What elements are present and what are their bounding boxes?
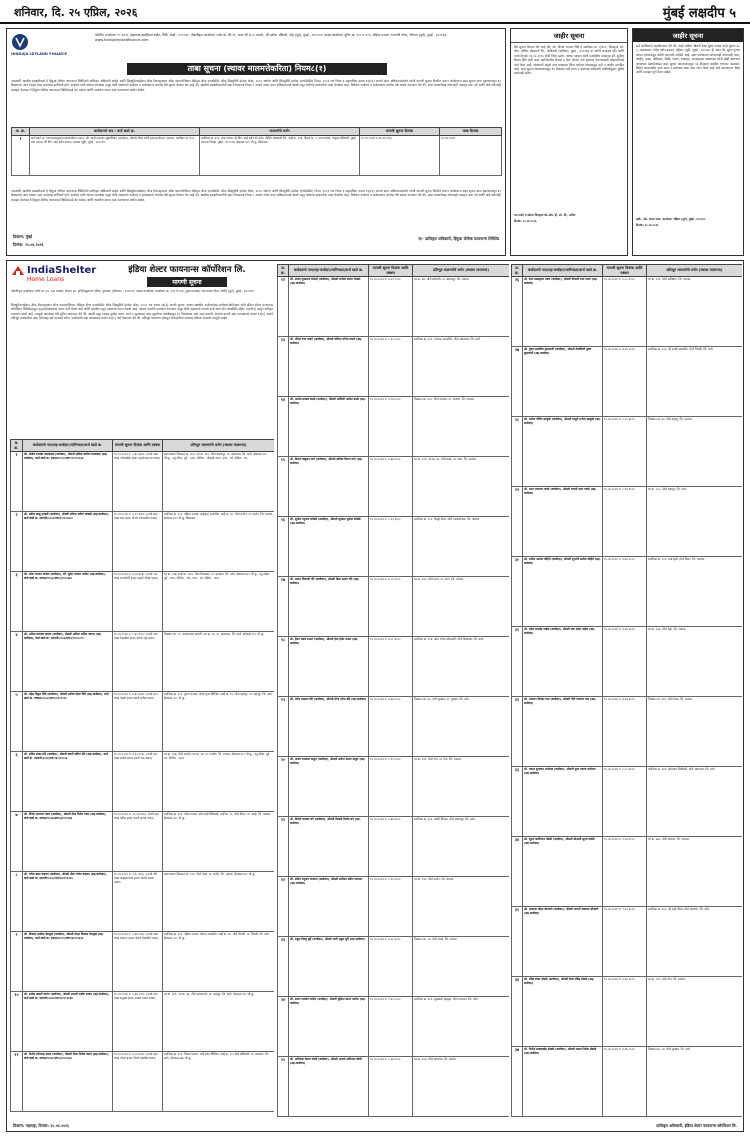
demand-cell: १५.०४.२०२६ रु. ५,९९,१००/- — [369, 757, 413, 817]
demand-cell: १५.०४.२०२६ रु. ९,०४,५००/- — [369, 397, 413, 457]
row-number: २८ — [512, 417, 523, 487]
hinduja-intro: ज्याअर्थी, खालील स्वाक्षरीकर्ता हे हिंदुजा लेलॅण्ड फायनान्स लिमिटेडचे प्राधिकृत अधिकारी आहेत आणि सिक्युरिटायझेशन ॲण्ड रिकन्स्ट्रक्शन ऑफ फायनान्शियल ॲसेट्स ॲण्ड एनफोर्समेंट ऑफ सिक्युरिटी इंटरेस्ट ॲक्ट, २००२ अंतर्गत आणि सिक्युरिटी इंटरेस्ट (एन्फोर्समेंट) नियम, २००२ च्या नियम ३ सहवाचिता कलम १३(१२) अन्वये प्राप्त अधिकाराअंतर्गत त्यांनी मागणी सूचना वितरीत करून कर्जदारांना सदर सूचना प्राप्त झाल्यापासून ६० दिवसांच्या आत रक्कम जमा करण्यास सांगितले होते. कर्जदार यांनी रक्कम भरण्यास कसूर केली असल्याने कर्जदार व सर्वसामान्य जनतेस येथे सूचना देण्यात येत आहे की, खालील स्वाक्षरीकर्त्यांनी सदर नियमाच्या नियम ८ अन्वये त्यांना प्राप्त अधिकारान्वये खाली नमूद केलेल्या मालमत्तेचा ताबा घेतलेला आहे. विशेषतः कर्जदार व सर्वसामान्य जनतेस येथे सावध करण्यात येते की, सदर मालमत्तेसह कोणताही व्यवहार करू नये आणि असे कोणतेही व्यवहार केल्यास ते हिंदुजा लेलॅण्ड फायनान्स लिमिटेडकडे देय रक्कम आणि त्यावरील व्याज जमा करण्याच्या अधीन असेल. — [11, 79, 501, 92]
property-cell: मिळकत क्र. ११९, मौजे नेरळ, जि. रायगड. — [647, 697, 743, 767]
ihf-left-table — [10, 439, 274, 1112]
demand-cell: १५.०४.२०२६ रु. ६,८८,२००/- — [603, 277, 647, 347]
table-row — [512, 347, 743, 417]
row-number: १६ — [278, 517, 289, 577]
notice-2-body: येथे सूचना देण्यात येत आहे की, श्री. विजय गणपत शिंदे हे सदनिका क्र. ए/१०२, शिवकृपा को-ऑप. हौसिंग सोसायटी लि., कांदिवली (पश्चिम), मुंबई - ४०००६७ या जागेचे सभासद होते आणि त्यांचे दिनांक १२.०२.२०२५ रोजी निधन झाले. त्यांच्या पश्चात त्यांचे कायदेशीर वारसदार सौ. सुनीता विजय शिंदे यांनी सदर सदनिकेतील शेअर्स व हित त्यांच्या नावे हस्तांतर करण्यासाठी सोसायटीकडे अर्ज केला आहे. सोसायटी याद्वारे इतर वारसदार किंवा दावेदार यांच्याकडून दावे व आक्षेप मागवित आहे. सदर सूचना प्रकाशनापासून १५ दिवसांत दावे प्राप्त न झाल्यास सोसायटी उपविधीनुसार पुढील कार्यवाही करेल. — [514, 45, 624, 76]
col-header: प्रतिभूत मालमत्तेचे वर्णन (स्थावर मालमत्ता) — [413, 265, 510, 277]
col-header: कर्जदाराचे नाव / कर्ज खाते क्र. — [30, 128, 200, 136]
borrower-cell: श्री. मंगेश लक्ष्मण खैरे (कर्जदार), श्रीमती मीना मंगेश खैरे (सह-कर्जदार) — [289, 697, 369, 757]
table-row — [11, 752, 275, 812]
india-shelter-reg-office: नोंदणीकृत कार्यालय: प्लॉट क्र. १५, ६वा मजला, सेक्टर ४४, इन्स्टिट्यूशनल एरिया, गुरुग्राम, हरियाणा - १२२००२. शाखा कार्यालय: कार्यालय क्र. २०१ ते २०४, दुसरा मजला, जय कमल सेंटर, अंधेरी (पूर्व), मुंबई - ४०००६९. — [11, 289, 255, 293]
borrower-cell: श्री. सचिन शंकर मोरे (कर्जदार), श्रीमती स्वाती सचिन मोरे (सह-कर्जदार), कर्ज खाते क्र. एलएपी/००५६/एच/२३/१०१०२३ — [23, 752, 113, 812]
demand-cell: १५.०४.२०२६ रु. ९,६२,८००/- — [369, 997, 413, 1057]
row-number: ३५ — [512, 907, 523, 977]
borrower-cell: श्री. उमेश रामचंद्र नाईक (कर्जदार), श्रीमती उषा उमेश नाईक (सह-कर्जदार) — [523, 627, 603, 697]
hinduja-logo-icon — [11, 33, 29, 51]
col-header: मागणी सूचना दिनांक आणि रक्कम — [603, 265, 647, 277]
india-shelter-logo-icon — [11, 264, 25, 276]
table-row — [512, 697, 743, 767]
table-row — [278, 397, 510, 457]
borrower-cell: श्री. निलेश बाबासाहेब शेळके (कर्जदार), श्रीमती नम्रता निलेश शेळके (सह-कर्जदार) — [523, 1047, 603, 1117]
table-row — [512, 417, 743, 487]
ihf-left-header — [11, 440, 275, 452]
property-cell: घर क्र. ७८९, गट क्र. ६७, मौजे आसनगाव, ता. शहापूर, जि. ठाणे, क्षेत्रफळ ६५० चौ.फू. — [163, 992, 275, 1052]
property-cell: सदनिका क्र. २०३, श्री समर्थ अपार्टमेंट, मौजे भिवंडी, जि. ठाणे. — [647, 347, 743, 417]
col-header: मागणी सूचना दिनांक — [360, 128, 440, 136]
property-cell: घर क्र. ५६७, मौजे पनवेल, गट क्र. ३४, ता. पनवेल, जि. रायगड, क्षेत्रफळ ४८० चौ.फू., चतु:सीमा: पूर्व - घर, पश्चिम - रस्ता. — [163, 752, 275, 812]
table-row — [512, 487, 743, 557]
col-header: अ. क्र. — [512, 265, 523, 277]
col-header: कर्जदाराचे नाव/सह-कर्जदार/जामिनदार/कर्ज खाते क्र. — [23, 440, 113, 452]
demand-cell: १५.०४.२०२६ रु. ४,२८,६००/- — [369, 937, 413, 997]
borrower-cell: श्री. विकास अशोक देशमुख (कर्जदार), श्रीमती वंदना विकास देशमुख (सह-कर्जदार), कर्ज खाते क्र. एचएल/००५९/एच/२४/१०१३५६ — [23, 932, 113, 992]
row-number: १ — [11, 452, 23, 512]
col-header: कर्जदाराचे नाव/सह-कर्जदार/जामिनदार/कर्ज खाते क्र. — [289, 265, 369, 277]
demand-cell: १५.०४.२०२६ रु. ९,१२,६००/- — [603, 907, 647, 977]
india-shelter-logo-row — [11, 264, 96, 276]
india-shelter-notice-title: मागणी सूचना — [147, 277, 227, 287]
ihf-footer-left: ठिकाण: महाराष्ट्र, दिनांक: २५.०४.२०२६ — [13, 1123, 69, 1129]
row-number: ७ — [11, 812, 23, 872]
table-row — [512, 627, 743, 697]
demand-cell: १५.०४.२०२६ रु. ५,४३,२१०/- (रुपये पाच लाख त्रेचाळीस हजार दोनशे दहा फक्त) — [113, 632, 163, 692]
table-row — [11, 872, 275, 932]
borrower-cell: श्री. मनोज गोविंद साळुंखे (कर्जदार), श्रीमती माधुरी मनोज साळुंखे (सह-कर्जदार) — [523, 417, 603, 487]
row-number: ११ — [11, 1052, 23, 1112]
borrower-cell: श्री. भरत नारायण गावडे (कर्जदार), श्रीमती भारती भरत गावडे (सह-कर्जदार) — [523, 487, 603, 557]
table-row — [512, 977, 743, 1047]
demand-cell: १५.०४.२०२६ रु. ८,३३,६००/- — [369, 517, 413, 577]
property-cell: घर क्र. १९२, मौजे कर्जत, जि. रायगड. — [413, 877, 510, 937]
hinduja-company-name: HINDUJA LEYLAND FINANCE — [11, 52, 67, 56]
demand-cell: १५.०४.२०२६ रु. ३,७६,५००/- — [369, 697, 413, 757]
property-cell: घर क्र. १०९, गट क्र. ७८, मौजे वाडा, ता. वाडा, जि. पालघर. — [413, 457, 510, 517]
demand-cell: १५.०४.२०२६ रु. ५,१२,८००/- — [369, 337, 413, 397]
property-cell: घर क्र. २११, मौजे अलिबाग, जि. रायगड. — [647, 277, 743, 347]
row-number: ४ — [11, 632, 23, 692]
property-cell: ग्रामपंचायत मिळकत क्र. ४५२, गट क्र. ११२, मौजे बदलापूर, ता. अंबरनाथ, जि. ठाणे, क्षेत्रफळ ६०० चौ.फू., चतु:सीमा: पूर्व - रस्ता, पश्चिम - मोकळी जागा, उत्तर - घर, दक्षिण - घर. — [163, 452, 275, 512]
row-number: ३६ — [512, 977, 523, 1047]
india-shelter-company: इंडिया शेल्टर फायनान्स कॉर्पोरेशन लि. — [128, 265, 246, 275]
property-cell: घर क्र. २९०, मौजे पेण, जि. रायगड. — [647, 977, 743, 1047]
demand-cell: १५.०४.२०२६ रु. ७,२१,०००/- — [369, 277, 413, 337]
public-notice-3 — [632, 28, 744, 256]
property-cell: घर क्र. ५०५, मौजे शहापूर, जि. ठाणे. — [647, 487, 743, 557]
table-row — [12, 135, 502, 175]
demand-cell: १५.०४.२०२६ रु. ६,५४,३२१/- (रुपये सहा लाख चोपन्न हजार तीनशे एकवीस फक्त) — [113, 1052, 163, 1112]
table-row — [278, 877, 510, 937]
hinduja-repeat-text: ज्याअर्थी, खालील स्वाक्षरीकर्ता हे हिंदुजा लेलॅण्ड फायनान्स लिमिटेडचे प्राधिकृत अधिकारी आहेत आणि सिक्युरिटायझेशन ॲण्ड रिकन्स्ट्रक्शन ऑफ फायनान्शियल ॲसेट्स ॲण्ड एनफोर्समेंट ऑफ सिक्युरिटी इंटरेस्ट ॲक्ट, २००२ अंतर्गत आणि सिक्युरिटी इंटरेस्ट (एन्फोर्समेंट) नियम, २००२ च्या नियम ३ सहवाचिता कलम १३(१२) अन्वये प्राप्त अधिकाराअंतर्गत त्यांनी मागणी सूचना वितरीत करून कर्जदारांना सदर सूचना प्राप्त झाल्यापासून ६० दिवसांच्या आत रक्कम जमा करण्यास सांगितले होते. कर्जदार यांनी रक्कम भरण्यास कसूर केली असल्याने कर्जदार व सर्वसामान्य जनतेस येथे सूचना देण्यात येत आहे की, खालील स्वाक्षरीकर्त्यांनी सदर नियमाच्या नियम ८ अन्वये त्यांना प्राप्त अधिकारान्वये खाली नमूद केलेल्या मालमत्तेचा ताबा घेतलेला आहे. विशेषतः कर्जदार व सर्वसामान्य जनतेस येथे सावध करण्यात येते की, सदर मालमत्तेसह कोणताही व्यवहार करू नये आणि असे कोणतेही व्यवहार केल्यास ते हिंदुजा लेलॅण्ड फायनान्स लिमिटेडकडे देय रक्कम आणि त्यावरील व्याज जमा करण्याच्या अधीन असेल. — [11, 189, 501, 202]
ihf-mid-table-wrap — [277, 264, 509, 1119]
col-header: ताबा दिनांक — [440, 128, 502, 136]
col-header: अ. क्र. — [11, 440, 23, 452]
demand-cell: १५.०४.२०२६ रु. १०,२३,४५६/- (रुपये दहा लाख तेवीस हजार चारशे छप्पन्न फक्त) — [113, 812, 163, 872]
row-number: ३४ — [512, 837, 523, 907]
property-cell: सदनिका क्र. ३०३, लक्ष्मी निवास, मौजे बदलापूर, जि. ठाणे. — [413, 817, 510, 877]
demand-cell: १५.०४.२०२६ रु. ४,३२,१०९/- (रुपये चार लाख बत्तीस हजार एकशे नऊ फक्त) — [113, 752, 163, 812]
newspaper-name: मुंबई लक्षदीप ५ — [662, 6, 736, 21]
row-number: ६ — [11, 752, 23, 812]
borrower-cell: श्री. राहुल विष्णू सुर्वे (कर्जदार), श्रीमती रश्मी राहुल सुर्वे (सह-कर्जदार) — [289, 937, 369, 997]
hinduja-notice-title: ताबा सूचना (स्थावर मालमत्तेकरिता) नियम८(१) — [127, 63, 387, 75]
table-row — [278, 457, 510, 517]
borrower-cell: श्री. नितीन हरिभाऊ कदम (कर्जदार), श्रीमती निशा नितीन कदम (सह-कर्जदार), कर्ज खाते क्र. एचएल/००६१/एच/२५/१०१५७८ — [23, 1052, 113, 1112]
public-notice-2 — [510, 28, 628, 256]
demand-cell: १५.०४.२०२६ रु. ७,४९,५००/- — [603, 347, 647, 417]
ihf-right-table-wrap — [511, 264, 742, 1119]
newspaper-header — [0, 0, 750, 24]
property-cell: मिळकत क्र. ८९, ग्रामपंचायत वांगणी, गट क्र. २३, ता. अंबरनाथ, जि. ठाणे, क्षेत्रफळ ५५० चौ.फू. — [163, 632, 275, 692]
hinduja-table — [11, 127, 502, 176]
col-header: प्रतिभूत मालमत्तेचे वर्णन (स्थावर मालमत्ता) — [163, 440, 275, 452]
table-row — [11, 932, 275, 992]
demand-cell: १५.०१.२०२६ रु.२१,४५,८९६/- — [360, 135, 440, 175]
table-row — [278, 697, 510, 757]
hinduja-table-wrap — [11, 127, 501, 176]
borrower-cell: श्री. दत्ता बाळकृष्ण पवार (कर्जदार), श्रीमती दीपाली दत्ता पवार (सह-कर्जदार) — [523, 277, 603, 347]
demand-cell: १५.०४.२०२६ रु. ७,९७,३००/- — [603, 697, 647, 767]
demand-cell: १५.०४.२०२६ रु. ६,४४,७००/- — [369, 817, 413, 877]
property-cell: सदनिका क्र. ७०२, श्री साई पॅलेस, मौजे कल्याण, जि. ठाणे. — [647, 907, 743, 977]
col-header: मालमत्तेचे वर्णन — [200, 128, 360, 136]
table-row — [278, 1057, 510, 1117]
property-cell: सदनिका क्र. ६०१, सुखकर्ता हाइट्स, मौजे कल्याण, जि. ठाणे. — [413, 997, 510, 1057]
borrower-cell: श्री. हेमंत वसंत राऊत (कर्जदार), श्रीमती हेमा हेमंत राऊत (सह-कर्जदार) — [289, 637, 369, 697]
row-number: ३७ — [512, 1047, 523, 1117]
borrower-cell: कर्ज खाते क्र. एमएच/एमयुएम/एचएलएपी/०००४२६, श्री. शांती नारायण सुब्रमणियन (कर्जदार), श्रीमती शीला शांती (सह-कर्जदार), राहणार: सदनिका क्र. ४०२, ४था मजला, बी विंग, साई दर्शन इमारत, मालाड (पूर्व), मुंबई - ४०००९७. — [30, 135, 200, 175]
row-number: १ — [12, 135, 30, 175]
demand-cell: १५.०४.२०२६ रु. ५,६७,८९०/- (रुपये पाच लाख सदुसष्ट हजार आठशे नव्वद फक्त) — [113, 992, 163, 1052]
borrower-cell: श्री. रविंद्र शंकर घोडके (कर्जदार), श्रीमती रेश्मा रविंद्र घोडके (सह-कर्जदार) — [523, 977, 603, 1047]
row-number: २५ — [278, 1057, 289, 1117]
property-cell: सदनिका क्र. १०४, ओम गणेश सोसायटी, मौजे टिटवाळा, जि. ठाणे. — [413, 637, 510, 697]
borrower-cell: श्री. सूरज काशिनाथ कोळी (कर्जदार), श्रीमती सोनाली सूरज कोळी (सह-कर्जदार) — [523, 837, 603, 907]
table-row — [278, 637, 510, 697]
ihf-mid-table — [277, 264, 509, 1117]
table-row — [278, 997, 510, 1057]
table-row — [11, 632, 275, 692]
row-number: १४ — [278, 397, 289, 457]
demand-cell: १५.०४.२०२६ रु. ७,६५,४३२/- (रुपये सात लाख पासष्ट हजार चारशे बत्तीस फक्त) — [113, 692, 163, 752]
row-number: १५ — [278, 457, 289, 517]
borrower-cell: श्री. सुनील रघुनाथ लोखंडे (कर्जदार), श्रीमती सुजाता सुनील लोखंडे (सह-कर्जदार) — [289, 517, 369, 577]
table-row — [11, 692, 275, 752]
property-cell: सदनिका क्र. १०२, साई सृष्टी, मौजे विरार, जि. पालघर. — [647, 557, 743, 627]
row-number: २७ — [512, 347, 523, 417]
row-number: ३० — [512, 557, 523, 627]
row-number: २ — [11, 512, 23, 572]
table-row — [278, 937, 510, 997]
ihf-left-rows — [11, 452, 275, 1112]
hinduja-address: कॉर्पोरेट कार्यालय: नं. २७-ए, डेव्हलपड इंडस्ट्रियल इस्टेट, गिंडी, चेन्नई - ६०००३२. नोंदणीकृत कार्यालय: प्लॉट क्र. सी-२१, टावर सी (१-२ मजले), जी ब्लॉक, बीकेसी, वांद्रे (पूर्व), मुंबई - ४०००५१. शाखा कार्यालय: युनिट क्र. १०५ व १०६, पहिला मजला, रत्नमणी टॉवर, गोरेगाव (पूर्व), मुंबई - ४०००६३. www.hindujaleylandfinance.com — [95, 33, 448, 42]
hinduja-logo-block — [11, 33, 91, 51]
borrower-cell: श्री. अजय रामदास ठाकूर (कर्जदार), श्रीमती अर्चना अजय ठाकूर (सह-कर्जदार) — [289, 757, 369, 817]
borrower-cell: श्री. आकाश मोहन सोनवणे (कर्जदार), श्रीमती आरती आकाश सोनवणे (सह-कर्जदार) — [523, 907, 603, 977]
row-number: ८ — [11, 872, 23, 932]
property-cell: मिळकत क्र. ५४, मौजे मुरबाड, जि. ठाणे. — [647, 1047, 743, 1117]
table-row — [512, 907, 743, 977]
borrower-cell: श्री. रमेश गणपत पाटील (कर्जदार), श्री. सुरेश गणपत पाटील (सह-कर्जदार), कर्ज खाते क्र. एचएल/००५३/एच/२१/१००६७८ — [23, 572, 113, 632]
borrower-cell: श्री. अनिल दत्तात्रय जाधव (कर्जदार), श्रीमती अनिता अनिल जाधव (सह-कर्जदार), कर्ज खाते क्र. एलएपी/००५४/एच/२२/१००८९० — [23, 632, 113, 692]
borrower-cell: श्री. महेश विठ्ठल शिंदे (कर्जदार), श्रीमती मनीषा महेश शिंदे (सह-कर्जदार), कर्ज खाते क्र. एचएल/००५५/एच/२२/१००९१२ — [23, 692, 113, 752]
demand-cell: १५.०४.२०२६ रु. ९,८७,६५४/- (रुपये नऊ लाख सत्त्याऐंशी हजार सहाशे चोपन्न फक्त) — [113, 572, 163, 632]
row-number: ५ — [11, 692, 23, 752]
hinduja-footer-date: दिनांक: २५.०४.२०२६ — [13, 242, 44, 247]
col-header: प्रतिभूत मालमत्तेचे वर्णन (स्थावर मालमत्ता) — [647, 265, 743, 277]
demand-cell: १५.०४.२०२६ रु. ८,९३,१००/- — [603, 487, 647, 557]
row-number: ३१ — [512, 627, 523, 697]
property-cell: सदनिका क्र. ३०२, तिसरा मजला, साई दर्शन बिल्डिंग, सर्व्हे क्र. २२, मौजे डोंबिवली, ता. कल्याण, जि. ठाणे, क्षेत्रफळ ४७५ चौ.फू. — [163, 1052, 275, 1112]
table-row — [512, 837, 743, 907]
borrower-cell: श्री. संतोष रामचंद्र गायकवाड (कर्जदार), श्रीमती सविता संतोष गायकवाड (सह-कर्जदार), कर्ज खाते क्र. एचएल/००५१/एच/१९/१००२३४ — [23, 452, 113, 512]
borrower-cell: श्री. प्रशांत शिवाजी गोरे (कर्जदार), श्रीमती प्रिया प्रशांत गोरे (सह-कर्जदार) — [289, 577, 369, 637]
demand-cell: १५.०४.२०२६ रु. ५,५८,७००/- — [603, 767, 647, 837]
notice-3-title: जाहीर सूचना — [633, 29, 743, 42]
borrower-cell: श्री. सागर नामदेव पाटील (कर्जदार), श्रीमती सुप्रिया सागर पाटील (सह-कर्जदार) — [289, 997, 369, 1057]
demand-cell: १५.०४.२०२६ रु. ६,२६,४००/- — [603, 627, 647, 697]
notice-3-sign: सही/- ॲड. संजय पवार, कार्यालय: दहिसर (पूर्व), मुंबई - ४०००६८ — [636, 217, 706, 221]
demand-cell: १५.०४.२०२६ रु. ४,९६,५००/- — [603, 1047, 647, 1117]
row-number: १७ — [278, 577, 289, 637]
possession-cell: २१.०४.२०२६ — [440, 135, 502, 175]
demand-cell: १५.०४.२०२६ रु. ४,७१,८००/- — [603, 557, 647, 627]
col-header: मागणी सूचना दिनांक आणि रक्कम — [113, 440, 163, 452]
row-number: २६ — [512, 277, 523, 347]
demand-cell: १५.०४.२०२६ रु. ६,१२,३४५/- (रुपये सहा लाख बारा हजार तीनशे पंचेचाळीस फक्त) — [113, 512, 163, 572]
hinduja-table-header — [12, 128, 502, 136]
table-row — [278, 757, 510, 817]
borrower-cell: श्री. संदीप मधुकर जगताप (कर्जदार), श्रीमती सारिका संदीप जगताप (सह-कर्जदार) — [289, 877, 369, 937]
row-number: २० — [278, 757, 289, 817]
property-cell: घर क्र. ४४, मौजे खोपोली, ता. खालापूर, जि. रायगड. — [413, 277, 510, 337]
property-cell: घर क्र. ३५६, मौजे माणगाव, जि. रायगड. — [413, 1057, 510, 1117]
row-number: २३ — [278, 937, 289, 997]
demand-cell: १५.०४.२०२६ रु. ८,७६,५४३/- (रुपये आठ लाख शहात्तर हजार पाचशे त्रेचाळीस फक्त) — [113, 932, 163, 992]
table-row — [11, 512, 275, 572]
borrower-cell: श्री. सतीश आनंदा मोहिते (कर्जदार), श्रीमती शुभांगी सतीश मोहिते (सह-कर्जदार) — [523, 557, 603, 627]
property-cell: सदनिका क्र. १०३, पहिला मजला, साईकृपा अपार्टमेंट, सर्व्हे क्र. ७८, मौजे कर्जत, ता. कर्जत, जि. रायगड, क्षेत्रफळ ४५० चौ.फू. बिल्टअप. — [163, 512, 275, 572]
property-cell: घर क्र. २३४, सर्व्हे क्र. ५६/२, मौजे टिटवाळा, ता. कल्याण, जि. ठाणे, क्षेत्रफळ ७२० चौ.फू., चतु:सीमा: पूर्व - रस्ता, पश्चिम - शेत, उत्तर - घर, दक्षिण - गटार. — [163, 572, 275, 632]
borrower-cell: श्री. राजेश मारुती सावंत (कर्जदार), श्रीमती रुपाली राजेश सावंत (सह-कर्जदार), कर्ज खाते क्र. एलएपी/००६०/एच/२४/१०१४६७ — [23, 992, 113, 1052]
property-cell: ग्रामपंचायत मिळकत क्र. १२३, मौजे नेरळ, ता. कर्जत, जि. रायगड, क्षेत्रफळ ४०० चौ.फू. — [163, 872, 275, 932]
borrower-cell: श्री. अविनाश केशव जोशी (कर्जदार), श्रीमती अपर्णा अविनाश जोशी (सह-कर्जदार) — [289, 1057, 369, 1117]
demand-cell: १५.०४.२०२६ रु. ३,९८,७६५/- (रुपये तीन लाख अठ्ठ्याण्णव हजार सातशे पासष्ट फक्त) — [113, 872, 163, 932]
table-row — [278, 817, 510, 877]
notice-2-title: जाहीर सूचना — [511, 29, 627, 43]
row-number: ९ — [11, 932, 23, 992]
row-number: ३३ — [512, 767, 523, 837]
borrower-cell: श्री. संजय तुकाराम भोसले (कर्जदार), श्रीमती संगीता संजय भोसले (सह-कर्जदार) — [289, 277, 369, 337]
table-row — [11, 812, 275, 872]
table-row — [512, 1047, 743, 1117]
india-shelter-demand-notice — [6, 260, 744, 1132]
ihf-right-header — [512, 265, 743, 277]
property-cell: घर क्र. ६७८, मौजे पालघर, जि. पालघर. — [647, 837, 743, 907]
property-cell: सदनिका क्र. ४०२, ४था मजला, बी विंग, साई दर्शन को-ऑप. हौसिंग सोसायटी लि., सर्व्हे क्र. २१४, हिस्सा क्र. २, गाव मालाड, तालुका बोरिवली, मुंबई उपनगर जिल्हा, मुंबई - ४०००९७, क्षेत्रफळ ४८० चौ.फू. बिल्टअप. — [200, 135, 360, 175]
ihf-left-table-wrap — [10, 439, 274, 1119]
table-row — [11, 572, 275, 632]
table-row — [278, 277, 510, 337]
row-number: १८ — [278, 637, 289, 697]
table-row — [278, 517, 510, 577]
borrower-cell: श्री. गजानन दिगंबर वाघ (कर्जदार), श्रीमती गौरी गजानन वाघ (सह-कर्जदार) — [523, 697, 603, 767]
demand-cell: १५.०४.२०२६ रु. ६,०१,९००/- — [369, 577, 413, 637]
property-cell: मिळकत क्र. ८४, मौजे वसई, जि. पालघर. — [413, 937, 510, 997]
borrower-cell: श्री. किरण बाबुराव माने (कर्जदार), श्रीमती कविता किरण माने (सह-कर्जदार) — [289, 457, 369, 517]
ihf-footer-right: प्राधिकृत अधिकारी, इंडिया शेल्टर फायनान्स कॉर्पोरेशन लि. — [656, 1123, 737, 1129]
property-cell: मिळकत क्र. ६५, मौजे मुरबाड, ता. मुरबाड, जि. ठाणे. — [413, 697, 510, 757]
borrower-cell: श्री. पंकज सुधाकर भालेराव (कर्जदार), श्रीमती पूजा पंकज भालेराव (सह-कर्जदार) — [523, 767, 603, 837]
ihf-mid-header — [278, 265, 510, 277]
col-header: अ. क्र. — [12, 128, 30, 136]
india-shelter-intro: सिक्युरिटायझेशन ॲण्ड रिकन्स्ट्रक्शन ऑफ फायनान्शियल ॲसेट्स ॲण्ड एनफोर्समेंट ऑफ सिक्युरिटी इंटरेस्ट ॲक्ट, २००२ च्या कलम १३(२) अन्वये सूचना. आपण खालील कर्जदार/सह-कर्जदार/जामिनदार यांनी इंडिया शेल्टर फायनान्स कॉर्पोरेशन लिमिटेडकडून गृहकर्ज/मालमत्ता तारण कर्ज घेतले आहे आणि खालील नमूद मालमत्ता तारण ठेवली आहे. आपण कर्जाची परतफेड करण्यात कसूर केली असल्याने आपले कर्ज खाते नॉन-परफॉर्मिंग ॲसेट (एनपीए) म्हणून वर्गीकृत करण्यात आले आहे. त्यामुळे आपणास येथे सूचित करण्यात येते की, खाली नमूद रक्कम पुढील व्याज, खर्च व शुल्कांसह सदर सूचनेच्या तारखेपासून ६० दिवसांच्या आत जमा करावी, अन्यथा कंपनी सदर कायद्याच्या कलम १३(४) अन्वये प्रतिभूत मालमत्तेचा ताबा घेण्यासह सर्व कारवाई करेल. कर्जदारांचे लक्ष कायद्याच्या कलम १३(८) कडे वेधण्यात येते की, प्रतिभूत मालमत्ता सोडवून घेण्याकरिता उपलब्ध वेळेच्या संदर्भात तरतुदी आहेत. — [11, 303, 273, 321]
borrower-cell: श्री. प्रवीण बाळू कांबळे (कर्जदार), श्रीमती प्रतिभा प्रवीण कांबळे (सह-कर्जदार), कर्ज खाते क्र. एलएपी/००५२/एच/२०/१००४५१ — [23, 512, 113, 572]
india-shelter-logo-sub: Home Loans — [27, 276, 65, 283]
property-cell: सदनिका क्र. ४०१, ओमकार रेसिडेन्सी, मौजे अंबरनाथ, जि. ठाणे. — [647, 767, 743, 837]
hinduja-footer-sign: स/- प्राधिकृत अधिकारी, हिंदुजा लेलॅण्ड फायनान्स लिमिटेड — [418, 236, 499, 241]
row-number: ३ — [11, 572, 23, 632]
table-row — [11, 1052, 275, 1112]
demand-cell: १५.०४.२०२६ रु. ४,६७,२००/- — [369, 457, 413, 517]
row-number: २४ — [278, 997, 289, 1057]
demand-cell: १५.०४.२०२६ रु. ८,४५,६७२/- (रुपये आठ लाख पंचेचाळीस हजार सहाशे बहात्तर फक्त) — [113, 452, 163, 512]
row-number: ३२ — [512, 697, 523, 767]
demand-cell: १५.०४.२०२६ रु. ८,१५,३००/- — [369, 877, 413, 937]
property-cell: सदनिका क्र. ५०२, सिद्धी टॉवर, मौजे नालासोपारा, जि. पालघर. — [413, 517, 510, 577]
property-cell: घर क्र. २७८, मौजे उरण, ता. उरण, जि. रायगड. — [413, 577, 510, 637]
property-cell: सदनिका क्र. २०२, दुसरा मजला, गणेश कृपा बिल्डिंग, सर्व्हे क्र. ११, मौजे शहापूर, ता. शहापूर, जि. ठाणे, क्षेत्रफळ ५०० चौ.फू. — [163, 692, 275, 752]
row-number: २९ — [512, 487, 523, 557]
hinduja-possession-notice — [6, 28, 506, 256]
demand-cell: १५.०४.२०२६ रु. ५,३७,९००/- — [369, 1057, 413, 1117]
table-row — [11, 452, 275, 512]
table-row — [278, 337, 510, 397]
notice-3-date: दिनांक: २५.०४.२०२६ — [636, 222, 659, 227]
col-header: कर्जदाराचे नाव/सह-कर्जदार/जामिनदार/कर्ज खाते क्र. — [523, 265, 603, 277]
notice-2-sign: च्या वतीने व करिता शिवकृपा को-ऑप. हौ. सो. लि., सचिव — [514, 213, 576, 217]
borrower-cell: श्री. दिनेश नारायण पवार (कर्जदार), श्रीमती दीपा दिनेश पवार (सह-कर्जदार), कर्ज खाते क्र. एचएल/००५७/एच/२३/१०११३४ — [23, 812, 113, 872]
table-row — [512, 277, 743, 347]
hinduja-footer-place: ठिकाण: मुंबई — [13, 234, 32, 239]
borrower-cell: श्री. गणेश बबन चव्हाण (कर्जदार), श्रीमती गीता गणेश चव्हाण (सह-कर्जदार), कर्ज खाते क्र. एलएपी/००५८/एच/२४/१०१२४५ — [23, 872, 113, 932]
notice-3-body: सर्व संबंधितांना कळविण्यात येते की, माझे अशिल श्रीमती रेखा सुरेश जाधव यांनी दुकान क्र. ५, तळमजला, गणेश दर्शन इमारत, दहिसर (पूर्व), मुंबई - ४०००६८ ही जागा श्री. सुरेश कृष्णा जाधव यांच्याकडून खरेदी करण्याचे ठरविले आहे. सदर जागेबाबत कोणाचाही कोणताही दावा, आक्षेप, हक्क, अधिकार, विक्री, गहाण, भाडेपट्टा, वारसाहक्क असल्यास त्यांनी लेखी स्वरूपात आवश्यक दस्तावेजांसह सदर सूचना प्रकाशनापासून १४ दिवसांत खालील पत्त्यावर कळवावे. विहित कालावधीत दावा प्राप्त न झाल्यास असा दावा त्याग केला आहे असे समजण्यात येईल आणि व्यवहार पूर्ण केला जाईल. — [636, 44, 740, 75]
row-number: १९ — [278, 697, 289, 757]
demand-cell: १५.०४.२०२६ रु. ३,८४,९००/- — [603, 837, 647, 907]
property-cell: घर क्र. ३३३, मौजे रोहा, जि. रायगड. — [647, 627, 743, 697]
row-number: १२ — [278, 277, 289, 337]
notice-2-date: दिनांक: २५.०४.२०२६ — [514, 218, 537, 223]
borrower-cell: श्री. विनोद भास्कर बने (कर्जदार), श्रीमती वैशाली विनोद बने (सह-कर्जदार) — [289, 817, 369, 877]
col-header: मागणी सूचना दिनांक आणि रक्कम — [369, 265, 413, 277]
demand-cell: १५.०४.२०२६ रु. ६,७३,२००/- — [603, 977, 647, 1047]
india-shelter-logo — [11, 264, 96, 283]
ihf-right-table — [511, 264, 742, 1117]
property-cell: सदनिका क्र. ४०४, चौथा मजला, ओम साई रेसिडेन्सी, सर्व्हे क्र. ९८, मौजे विरार, ता. वसई, जि. पालघर, क्षेत्रफळ ५६० चौ.फू. — [163, 812, 275, 872]
borrower-cell: श्री. अमोल प्रकाश काळे (कर्जदार), श्रीमती अश्विनी अमोल काळे (सह-कर्जदार) — [289, 397, 369, 457]
table-row — [512, 767, 743, 837]
col-header: अ. क्र. — [278, 265, 289, 277]
table-row — [11, 992, 275, 1052]
row-number: १० — [11, 992, 23, 1052]
row-number: २१ — [278, 817, 289, 877]
property-cell: सदनिका क्र. १०१, पहिला मजला, श्रीराम अपार्टमेंट, सर्व्हे क्र. ४५, मौजे भिवंडी, ता. भिवंडी, जि. ठाणे, क्षेत्रफळ ५२० चौ.फू. — [163, 932, 275, 992]
issue-date: शनिवार, दि. २५ एप्रिल, २०२६ — [14, 6, 138, 19]
ihf-right-rows — [512, 277, 743, 1117]
india-shelter-logo-text: IndiaShelter — [27, 264, 97, 276]
borrower-cell: श्री. योगेश दत्ता घाडगे (कर्जदार), श्रीमती योगिता योगेश घाडगे (सह-कर्जदार) — [289, 337, 369, 397]
table-row — [278, 577, 510, 637]
borrower-cell: श्री. तुषार सदाशिव कुलकर्णी (कर्जदार), श्रीमती तेजस्विनी तुषार कुलकर्णी (सह-कर्जदार) — [523, 347, 603, 417]
row-number: १३ — [278, 337, 289, 397]
table-row — [512, 557, 743, 627]
ihf-mid-rows — [278, 277, 510, 1117]
demand-cell: १५.०४.२०२६ रु. ७,८८,४००/- — [369, 637, 413, 697]
property-cell: मिळकत क्र. ३१२, मौजे पालघर, ता. पालघर, जि. पालघर. — [413, 397, 510, 457]
property-cell: मिळकत क्र. ७२, मौजे डहाणू, जि. पालघर. — [647, 417, 743, 487]
demand-cell: १५.०४.२०२६ रु. ५,०५,६००/- — [603, 417, 647, 487]
row-number: २२ — [278, 877, 289, 937]
property-cell: घर क्र. ४११, मौजे पेण, ता. पेण, जि. रायगड. — [413, 757, 510, 817]
property-cell: सदनिका क्र. २०१, गणराज अपार्टमेंट, मौजे अंबरनाथ, जि. ठाणे. — [413, 337, 510, 397]
